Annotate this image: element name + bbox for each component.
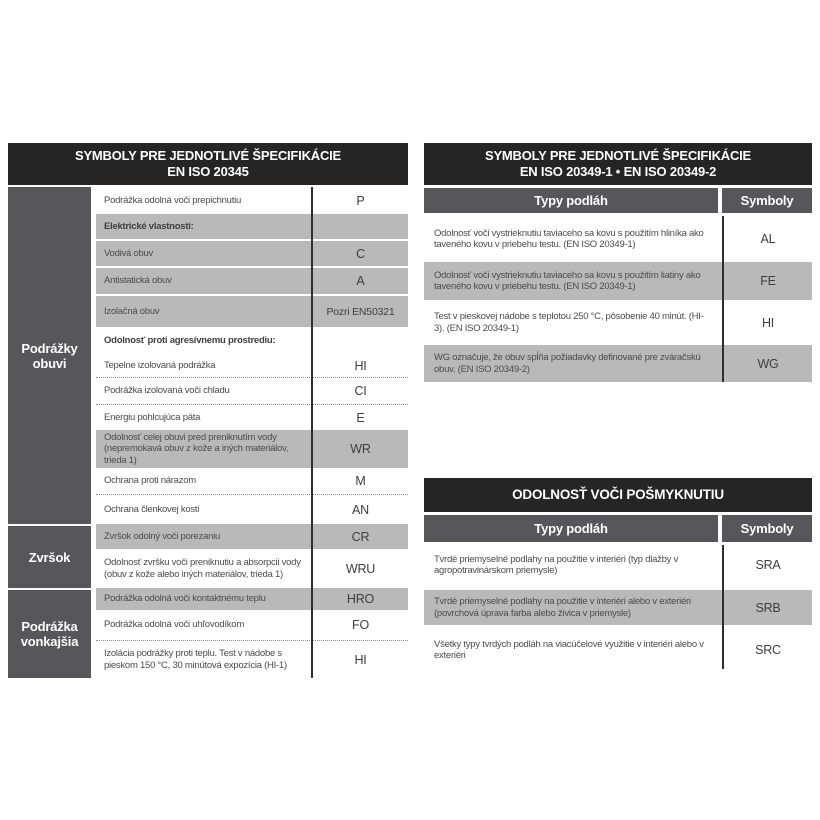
row-symbol: WRU [345,561,376,576]
row-description: Tvrdé priemyselné podlahy na použitie v interiéri alebo v exteriéri (povrchová úprava farba alebo živica v priemysle) [434,596,691,619]
row-symbol: SRB [755,600,781,615]
table-row [96,430,408,468]
row-description: Podrážka odolná voči prepichnutiu [104,194,241,206]
table-row [96,354,408,378]
table-row [424,216,812,262]
column-header-symboly: Symboly [722,188,812,213]
row-symbol: WR [350,442,371,456]
row-description: Test v pieskovej nádobe s teplotou 250 °C, pôsobenie 40 minút. (HI-3). (EN ISO 20349-1) [434,311,704,334]
row-description: WG označuje, že obuv spĺňa požiadavky definované pre zváračskú obuv. (EN ISO 20349-2) [434,352,701,375]
column-divider [722,216,724,382]
table-row [96,241,408,268]
row-symbol: SRC [755,643,781,657]
row-description: Energiu pohlcujúca päta [104,411,201,423]
category-zvrsok: Zvršok [8,524,91,588]
table-row [96,610,408,641]
row-description: Izolačná obuv [104,305,160,317]
row-description: Odolnosť voči vystrieknutiu taviaceho sa kovu s použitím hliníka ako taveného kovu v priebehu testu. (EN ISO 20349-1) [434,227,704,250]
row-symbol: HRO [346,592,375,606]
row-description: Antistatická obuv [104,275,172,287]
right-bottom-table [424,478,812,669]
row-symbol: AL [760,232,776,246]
row-description: Vodivá obuv [104,247,154,259]
table-row [424,345,812,382]
table-row [96,524,408,549]
right-bottom-table-body [424,545,812,669]
row-symbol: C [356,246,365,261]
row-symbol [313,214,408,239]
row-description: Odolnosť celej obuvi pred preniknutím vody (nepremokavá obuv z kože a iných materiálov, trieda 1) [104,431,289,466]
row-symbol: Pozri EN50321 [326,305,395,318]
left-table [8,143,408,678]
row-description: Podrážka odolná voči kontaktnému teplu [104,593,266,605]
row-symbol: CI [354,384,367,398]
left-table-rows [96,187,408,678]
column-divider [311,187,313,678]
table-row [96,549,408,588]
row-symbol: HI [354,358,367,373]
category-podrazky-obuvi: Podrážky obuvi [8,187,91,524]
table-row [424,631,812,669]
row-symbol: FE [760,274,776,288]
table-row [96,641,408,678]
left-table-title [8,143,408,185]
table-row [96,378,408,405]
column-header-symboly: Symboly [722,515,812,542]
row-symbol: AN [352,502,369,517]
table-row [424,262,812,300]
right-top-table-body [424,216,812,382]
right-bottom-table-title: ODOLNOSŤ VOČI POŠMYKNUTIU [424,478,812,512]
column-header-typy-podlah: Typy podláh [424,188,718,213]
row-symbol: M [355,474,366,488]
left-table-body [8,187,408,678]
row-symbol [313,327,408,354]
row-description: Odolnosť proti agresívnemu prostrediu: [104,334,276,346]
right-top-title-line2: EN ISO 20349-1 • EN ISO 20349-2 [519,164,717,179]
row-description: Tvrdé priemyselné podlahy na použitie v interiéri (typ dlažby v agropotravinárskom priemysle) [434,553,679,576]
row-description: Všetky typy tvrdých podláh na viacúčelové využitie v interiéri alebo v exteriéri [434,638,704,661]
table-row [424,545,812,585]
row-description: Izolácia podrážky proti teplu. Test v nádobe s pieskom 150 °C, 30 minútová expozícia (HI-1) [104,648,287,671]
category-podrazka-vonkajsia: Podrážka vonkajšia [8,588,91,678]
row-symbol: WG [757,356,779,371]
row-description: Podrážka odolná voči uhľovodíkom [104,619,244,631]
table-row [424,585,812,631]
row-symbol: SRA [755,558,781,572]
row-symbol: FO [352,618,369,632]
table-group-row [96,214,408,241]
left-table-title-line2: EN ISO 20345 [167,164,249,179]
category-column [8,187,91,678]
table-row [96,588,408,610]
row-description: Elektrické vlastnosti: [104,220,194,232]
table-group-row [96,327,408,354]
right-top-table [424,143,812,382]
row-description: Zvršok odolný voči porezaniu [104,530,221,542]
table-row [96,468,408,495]
left-table-title-line1: SYMBOLY PRE JEDNOTLIVÉ ŠPECIFIKÁCIE [74,148,342,163]
column-divider [722,545,724,669]
table-row [424,300,812,345]
table-row [96,268,408,296]
row-symbol: P [356,193,365,208]
row-description: Ochrana členkovej kosti [104,503,200,515]
row-symbol: CR [351,529,370,544]
right-top-table-title [424,143,812,185]
right-bottom-column-headers [424,515,812,542]
row-description: Odolnosť voči vystrieknutiu taviaceho sa kovu s použitím liatiny ako taveného kovu v priebehu testu. (EN ISO 20349-1) [434,269,701,292]
row-description: Podrážka izolovaná voči chladu [104,385,230,397]
right-top-title-line1: SYMBOLY PRE JEDNOTLIVÉ ŠPECIFIKÁCIE [484,148,752,163]
right-top-column-headers [424,188,812,213]
row-description: Odolnosť zvršku voči preniknutiu a absorpcii vody (obuv z kože alebo iných materiálov, trieda 1) [104,557,301,580]
row-symbol: HI [761,315,775,330]
row-symbol: HI [354,652,367,667]
table-row [96,405,408,430]
table-row [96,296,408,327]
row-description: Ochrana proti nárazom [104,475,196,487]
row-symbol: E [356,410,365,425]
table-row [96,495,408,524]
column-header-typy-podlah: Typy podláh [424,515,718,542]
table-row [96,187,408,214]
row-symbol: A [356,274,365,288]
row-description: Tepelne izolovaná podrážka [104,359,216,371]
